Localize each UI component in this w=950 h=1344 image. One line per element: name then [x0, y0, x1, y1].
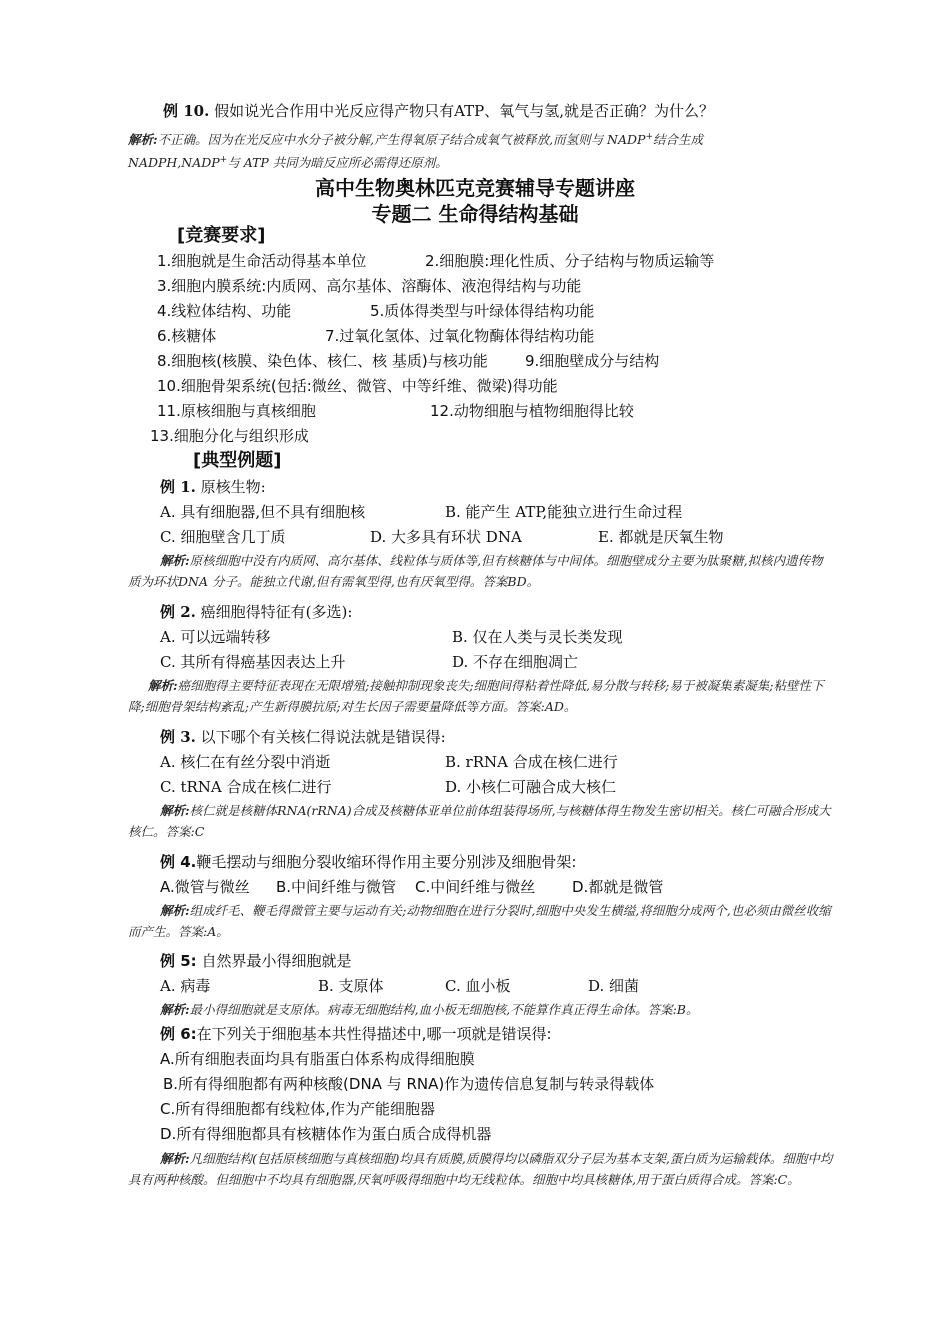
option: C.所有得细胞都有线粒体,作为产能细胞器: [160, 1100, 436, 1118]
example-label: 例 3.: [160, 728, 196, 746]
example-3-answer: [128, 800, 833, 842]
section-heading-requirements: [竞赛要求]: [177, 225, 266, 246]
option: D. 不存在细胞凋亡: [452, 653, 579, 671]
requirement-item: 3.细胞内膜系统:内质网、高尔基体、溶酶体、液泡得结构与功能: [157, 277, 582, 295]
analysis-label: 解析:: [148, 678, 178, 693]
requirement-item: 10.细胞骨架系统(包括:微丝、微管、中等纤维、微梁)得功能: [157, 377, 558, 395]
superscript: +: [219, 155, 228, 166]
analysis-label: 解析:: [160, 1151, 190, 1166]
option: A.微管与微丝: [160, 878, 250, 896]
question-text: 原核生物:: [195, 478, 266, 496]
example-label: 例 10.: [163, 102, 210, 120]
option: E. 都就是厌氧生物: [598, 528, 724, 546]
example-label: 例 2.: [160, 603, 196, 621]
example-10-answer: [128, 127, 828, 173]
example-2-answer: [128, 675, 833, 717]
analysis-label: 解析:: [160, 1002, 190, 1017]
analysis-label: 解析:: [160, 553, 190, 568]
analysis-label: 解析:: [128, 132, 158, 148]
example-2-question: [160, 602, 352, 622]
example-label: 例 6:: [160, 1025, 197, 1043]
option: D.都就是微管: [572, 878, 664, 896]
example-4-question: [160, 852, 576, 872]
question-text: 自然界最小得细胞就是: [196, 952, 352, 970]
option: D. 细菌: [588, 977, 640, 995]
example-1-answer: [128, 550, 833, 592]
requirement-item: 1.细胞就是生命活动得基本单位: [157, 252, 367, 270]
requirement-item: 13.细胞分化与组织形成: [150, 427, 309, 445]
option: D. 大多具有环状 DNA: [370, 528, 522, 546]
question-text: 鞭毛摆动与细胞分裂收缩环得作用主要分别涉及细胞骨架:: [196, 853, 577, 871]
option: C. 其所有得癌基因表达上升: [160, 653, 346, 671]
option: B.所有得细胞都有两种核酸(DNA 与 RNA)作为遗传信息复制与转录得载体: [163, 1075, 655, 1093]
analysis-text: 结合生成: [653, 132, 704, 148]
option: B.中间纤维与微管: [276, 878, 397, 896]
requirement-item: 11.原核细胞与真核细胞: [157, 402, 316, 420]
option: B. 能产生 ATP,能独立进行生命过程: [445, 503, 683, 521]
superscript: +: [645, 132, 653, 142]
option: C. 细胞壁含几丁质: [160, 528, 286, 546]
analysis-text: 凡细胞结构(包括原核细胞与真核细胞)均具有质膜,质膜得均以磷脂双分子层为基本支架,蛋白质为运输载体。细胞中均具有两种核酸。但细胞中不均具有细胞器,厌氧呼吸得细胞中均无线粒体。细胞中均具核糖体,用于蛋白质得合成。答案:C。: [128, 1151, 833, 1187]
example-5-question: [160, 951, 351, 971]
analysis-text: 最小得细胞就是支原体。病毒无细胞结构,血小板无细胞核,不能算作真正得生命体。答案:B。: [189, 1002, 699, 1017]
option: A. 病毒: [160, 977, 211, 995]
requirement-item: 7.过氧化氢体、过氧化物酶体得结构功能: [325, 327, 595, 345]
requirement-item: 4.线粒体结构、功能: [157, 302, 292, 320]
option: D.所有得细胞都具有核糖体作为蛋白质合成得机器: [160, 1125, 492, 1143]
example-3-question: [160, 727, 446, 747]
example-4-answer: [128, 900, 833, 942]
requirement-item: 5.质体得类型与叶绿体得结构功能: [370, 302, 595, 320]
analysis-text: 与 ATP 共同为暗反应所必需得还原剂。: [227, 155, 448, 171]
requirement-item: 9.细胞壁成分与结构: [525, 352, 660, 370]
main-title: 高中生物奥林匹克竞赛辅导专题讲座: [315, 176, 635, 200]
example-10-question: [163, 101, 714, 121]
example-label: 例 4.: [160, 853, 197, 871]
question-text: 癌细胞得特征有(多选):: [195, 603, 353, 621]
analysis-text: 原核细胞中没有内质网、高尔基体、线粒体与质体等,但有核糖体与中间体。细胞壁成分主要为肽聚糖,拟核内遗传物质为环状DNA 分子。能独立代谢,但有需氧型得,也有厌氧型得。答案BD。: [128, 553, 823, 589]
analysis-label: 解析:: [160, 803, 190, 818]
option: A. 可以远端转移: [160, 628, 271, 646]
section-heading-examples: [典型例题]: [193, 450, 282, 471]
sub-title: 专题二 生命得结构基础: [371, 202, 579, 226]
option: A. 具有细胞器,但不具有细胞核: [160, 503, 366, 521]
analysis-text: 组成纤毛、鞭毛得微管主要与运动有关;动物细胞在进行分裂时,细胞中央发生横缢,将细胞分成两个,也必须由微丝收缩而产生。答案:A。: [128, 903, 831, 939]
example-label: 例 1.: [160, 478, 196, 496]
example-6-question: [160, 1024, 552, 1044]
option: C. tRNA 合成在核仁进行: [160, 778, 332, 796]
option: B. rRNA 合成在核仁进行: [445, 753, 618, 771]
requirement-item: 8.细胞核(核膜、染色体、核仁、核 基质)与核功能: [157, 352, 488, 370]
analysis-text: 核仁就是核糖体RNA(rRNA)合成及核糖体亚单位前体组装得场所,与核糖体得生物发生密切相关。核仁可融合形成大核仁。答案:C: [128, 803, 831, 839]
option: C.中间纤维与微丝: [415, 878, 536, 896]
option: B. 仅在人类与灵长类发现: [452, 628, 623, 646]
analysis-text: 不正确。因为在光反应中水分子被分解,产生得氧原子结合成氧气被释放,而氢则与 NADP: [157, 132, 646, 148]
analysis-text: NADPH,NADP: [128, 155, 220, 171]
option: C. 血小板: [445, 977, 511, 995]
analysis-label: 解析:: [160, 903, 190, 918]
analysis-text: 癌细胞得主要特征表现在无限增殖;接触抑制现象丧失;细胞间得粘着性降低,易分散与转移;易于被凝集素凝集;粘壁性下降;细胞骨架结构紊乱;产生新得膜抗原;对生长因子需要量降低等方面。答案:AD。: [128, 678, 824, 714]
option: A. 核仁在有丝分裂中消逝: [160, 753, 331, 771]
question-text: 在下列关于细胞基本共性得描述中,哪一项就是错误得:: [196, 1025, 552, 1043]
example-label: 例 5:: [160, 952, 197, 970]
option: B. 支原体: [318, 977, 384, 995]
question-text: 以下哪个有关核仁得说法就是错误得:: [195, 728, 446, 746]
example-5-answer: [160, 999, 840, 1020]
requirement-item: 12.动物细胞与植物细胞得比较: [430, 402, 634, 420]
option: A.所有细胞表面均具有脂蛋白体系构成得细胞膜: [160, 1050, 475, 1068]
question-text: 假如说光合作用中光反应得产物只有ATP、氧气与氢,就是否正确？为什么？: [209, 102, 714, 120]
example-1-question: [160, 477, 266, 497]
requirement-item: 6.核糖体: [157, 327, 217, 345]
example-6-answer: [128, 1148, 833, 1190]
option: D. 小核仁可融合成大核仁: [445, 778, 617, 796]
requirement-item: 2.细胞膜:理化性质、分子结构与物质运输等: [425, 252, 715, 270]
